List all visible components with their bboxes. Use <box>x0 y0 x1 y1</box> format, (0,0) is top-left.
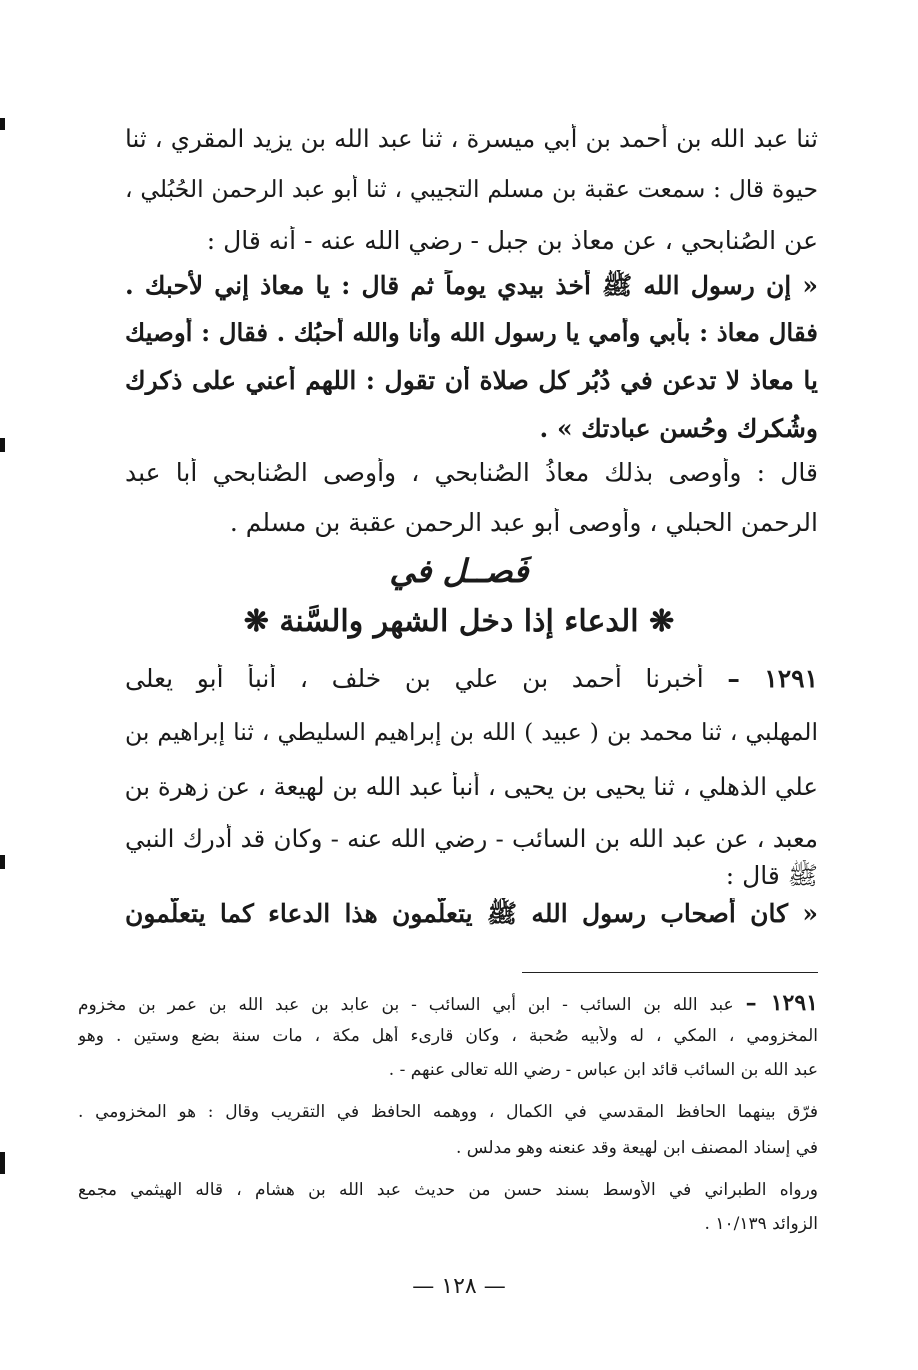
text-line: قال : وأوصى بذلك معاذُ الصُنابحي ، وأوصى الصُنابحي أبا عبد <box>125 458 818 487</box>
text-line: وشُكرك وحُسن عبادتك » . <box>539 414 818 443</box>
footnote-line <box>78 990 818 1016</box>
text-line <box>125 664 818 693</box>
section-heading: ❋ الدعاء إذا دخل الشهر والسَّنة ❋ <box>243 604 675 639</box>
text-line: معبد ، عن عبد الله بن السائب - رضي الله عنه - وكان قد أدرك النبي <box>125 824 818 853</box>
text-line: يا معاذ لا تدعن في دُبُر كل صلاة أن تقول : اللهم أعني على ذكرك <box>125 366 818 395</box>
footnote-line: الزوائد ١٠/١٣٩ . <box>704 1214 818 1234</box>
text-line: الرحمن الحبلي ، وأوصى أبو عبد الرحمن عقبة بن مسلم . <box>229 508 818 537</box>
text-line: المهلبي ، ثنا محمد بن ( عبيد ) الله بن إبراهيم السليطي ، ثنا إبراهيم بن <box>125 718 818 746</box>
scan-mark <box>0 855 5 869</box>
text-line: ثنا عبد الله بن أحمد بن أبي ميسرة ، ثنا عبد الله بن يزيد المقري ، ثنا <box>125 124 818 153</box>
footnote-line-content: عبد الله بن السائب - ابن أبي السائب - بن عابد بن عبد الله بن عمر بن مخزوم <box>78 995 734 1015</box>
footnote-line: المخزومي ، المكي ، له ولأبيه صُحبة ، وكان قارىء أهل مكة ، مات سنة بضع وستين . وهو <box>78 1026 818 1046</box>
isnad-passage <box>125 664 818 894</box>
text-line: حيوة قال : سمعت عقبة بن مسلم التجيبي ، ثنا أبو عبد الرحمن الحُبُلي ، <box>125 175 818 203</box>
section-label: فَصــل في <box>389 552 529 590</box>
text-line: ﷺ قال : <box>725 861 818 890</box>
hadith-text <box>125 898 818 938</box>
footnotes <box>78 990 818 1250</box>
scan-mark <box>0 118 5 130</box>
footnote-line: عبد الله بن السائب قائد ابن عباس - رضي الله تعالى عنهم - . <box>388 1060 818 1080</box>
footnote-line: فرّق بينهما الحافظ المقدسي في الكمال ، ووهمه الحافظ في التقريب وقال : هو المخزومي . <box>78 1102 818 1122</box>
text-line: علي الذهلي ، ثنا يحيى بن يحيى ، أنبأ عبد الله بن لهيعة ، عن زهرة بن <box>125 772 818 801</box>
footnote-line: ورواه الطبراني في الأوسط بسند حسن من حديث عبد الله بن هشام ، قاله الهيثمي مجمع <box>78 1180 818 1200</box>
hadith-number: ١٢٩١ – <box>727 664 818 693</box>
footnote-divider <box>522 972 818 973</box>
page-number: — ١٢٨ — <box>412 1274 506 1299</box>
text-line: « كان أصحاب رسول الله ﷺ يتعلّمون هذا الدعاء كما يتعلّمون <box>125 899 818 928</box>
text-line: « إن رسول الله ﷺ أخذ بيدي يوماً ثم قال : يا معاذ إني لأحبك . <box>125 271 818 300</box>
footnote-number: ١٢٩١ – <box>745 990 818 1016</box>
scan-mark <box>0 1152 5 1174</box>
isnad-passage <box>125 124 818 264</box>
text-line: عن الصُنابحي ، عن معاذ بن جبل - رضي الله عنه - أنه قال : <box>206 226 818 255</box>
footnote-line: في إسناد المصنف ابن لهيعة وقد عنعنه وهو مدلس . <box>455 1138 818 1158</box>
narration-passage <box>125 458 818 548</box>
text-line-content: أخبرنا أحمد بن علي بن خلف ، أنبأ أبو يعلى <box>125 664 704 693</box>
scan-mark <box>0 438 5 452</box>
hadith-text <box>125 270 818 460</box>
text-line: فقال معاذ : بأبي وأمي يا رسول الله وأنا والله أُحبُك . فقال : أوصيك <box>125 318 818 347</box>
